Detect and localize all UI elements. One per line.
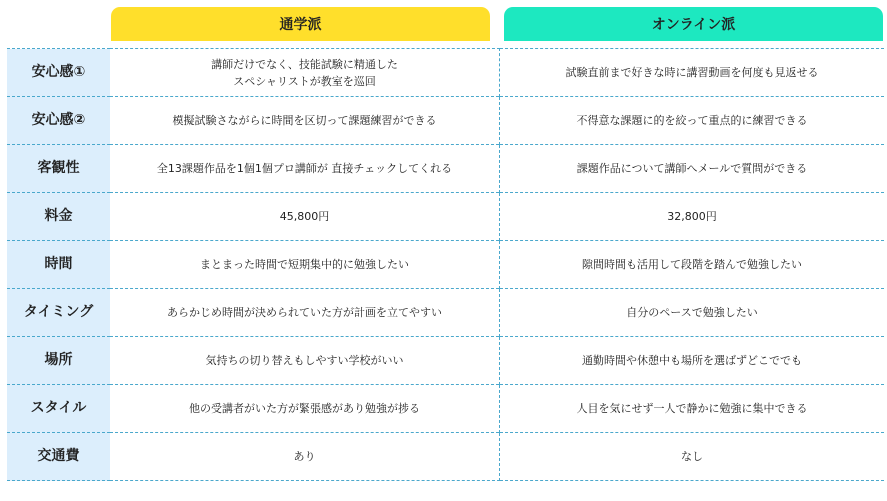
row-label: 料金 [7, 193, 110, 241]
commute-cell-text: 模擬試験さながらに時間を区切って課題練習ができる [172, 114, 437, 127]
row-label: 客観性 [7, 145, 110, 193]
row-label: スタイル [7, 385, 110, 433]
online-cell [500, 337, 885, 385]
commute-cell [110, 433, 500, 481]
commute-cell [110, 289, 500, 337]
commute-cell-text: あり [293, 450, 316, 463]
online-cell-text: 隙間時間も活用して段階を踏んで勉強したい [582, 258, 802, 271]
table-row [7, 385, 884, 433]
row-label: 交通費 [7, 433, 110, 481]
online-cell-text: なし [681, 450, 703, 463]
online-cell [500, 433, 885, 481]
header-online [504, 7, 883, 41]
row-label: 安心感① [7, 49, 110, 97]
table-row [7, 241, 884, 289]
commute-cell [110, 241, 500, 289]
table-row [7, 193, 884, 241]
online-cell [500, 385, 885, 433]
online-cell-text: 自分のペースで勉強したい [626, 306, 758, 319]
table-row [7, 289, 884, 337]
online-cell-text: 不得意な課題に的を絞って重点的に練習できる [576, 114, 808, 127]
online-cell [500, 241, 885, 289]
commute-cell [110, 385, 500, 433]
commute-cell-text: 全13課題作品を1個1個プロ講師が 直接チェックしてくれる [156, 162, 453, 175]
header-commute-label: 通学派 [279, 17, 322, 33]
table-row [7, 337, 884, 385]
table-row [7, 145, 884, 193]
header-commute [111, 7, 490, 41]
comparison-table-body [7, 49, 884, 481]
row-label: 場所 [7, 337, 110, 385]
commute-cell-text: あらかじめ時間が決められていた方が計画を立てやすい [167, 306, 442, 319]
online-cell-text: 試験直前まで好きな時に講習動画を何度も見返せる [565, 66, 819, 79]
table-row [7, 97, 884, 145]
online-cell [500, 49, 885, 97]
comparison-table [7, 48, 884, 481]
online-cell-text: 32,800円 [667, 210, 717, 223]
commute-cell-text: スペシャリストが教室を巡回 [233, 74, 376, 88]
header-online-label: オンライン派 [651, 17, 736, 33]
commute-cell [110, 97, 500, 145]
online-cell-text: 課題作品について講師へメールで質問ができる [576, 162, 808, 175]
commute-cell-text: まとまった時間で短期集中的に勉強したい [200, 258, 409, 271]
online-cell [500, 289, 885, 337]
online-cell [500, 193, 885, 241]
commute-cell-text: 他の受講者がいた方が緊張感があり勉強が捗る [189, 402, 420, 415]
online-cell [500, 97, 885, 145]
table-row [7, 433, 884, 481]
row-label: 安心感② [7, 97, 110, 145]
row-label: タイミング [7, 289, 110, 337]
commute-cell [110, 49, 500, 97]
commute-cell-text: 気持ちの切り替えもしやすい学校がいい [205, 354, 404, 367]
commute-cell [110, 337, 500, 385]
table-row [7, 49, 884, 97]
commute-cell-text: 45,800円 [279, 210, 330, 223]
commute-cell [110, 193, 500, 241]
online-cell [500, 145, 885, 193]
online-cell-text: 人目を気にせず一人で静かに勉強に集中できる [576, 402, 808, 415]
online-cell-text: 通勤時間や休憩中も場所を選ばずどこででも [582, 354, 802, 367]
row-label: 時間 [7, 241, 110, 289]
commute-cell-text: 講師だけでなく、技能試験に精通した [211, 57, 398, 71]
commute-cell [110, 145, 500, 193]
